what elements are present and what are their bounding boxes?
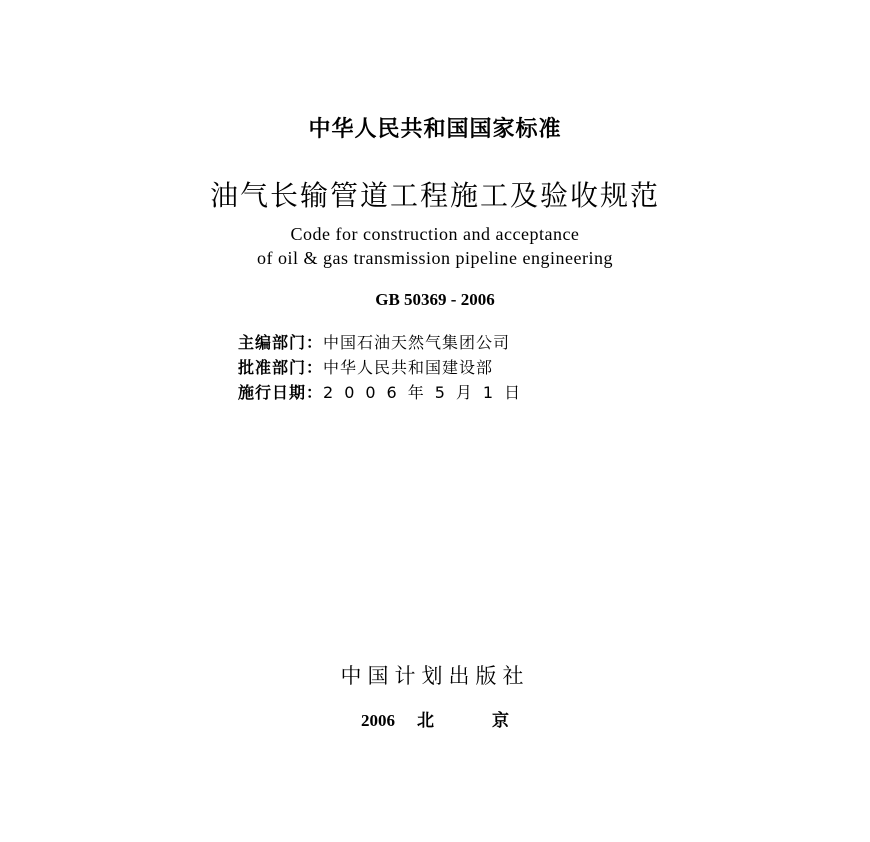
document-title-chinese: 油气长输管道工程施工及验收规范 [209, 179, 660, 212]
editor-department-row [238, 330, 658, 353]
document-title-english-line1: Code for construction and acceptance [290, 224, 580, 244]
effective-date-label: 施行日期： [238, 383, 324, 402]
approver-department-row [238, 355, 658, 378]
effective-date-row [238, 380, 658, 403]
publication-year: 2006 [361, 711, 395, 730]
standard-classification: 中华人民共和国国家标准 [308, 117, 562, 142]
publication-info [0, 706, 870, 731]
publication-city-char-2: 京 [492, 711, 509, 731]
approver-department-value: 中华人民共和国建设部 [323, 358, 494, 377]
editor-department-value: 中国石油天然气集团公司 [323, 333, 511, 352]
effective-date-value: 2006年5月1日 [323, 383, 532, 402]
editor-department-label: 主编部门： [238, 333, 324, 352]
publication-city-char-1: 北 [417, 711, 434, 731]
publisher-name: 中国计划出版社 [340, 664, 530, 688]
standard-code: GB 50369 - 2006 [375, 290, 495, 309]
approver-department-label: 批准部门： [238, 358, 324, 377]
document-title-english-line2: of oil & gas transmission pipeline engineering [257, 248, 613, 268]
